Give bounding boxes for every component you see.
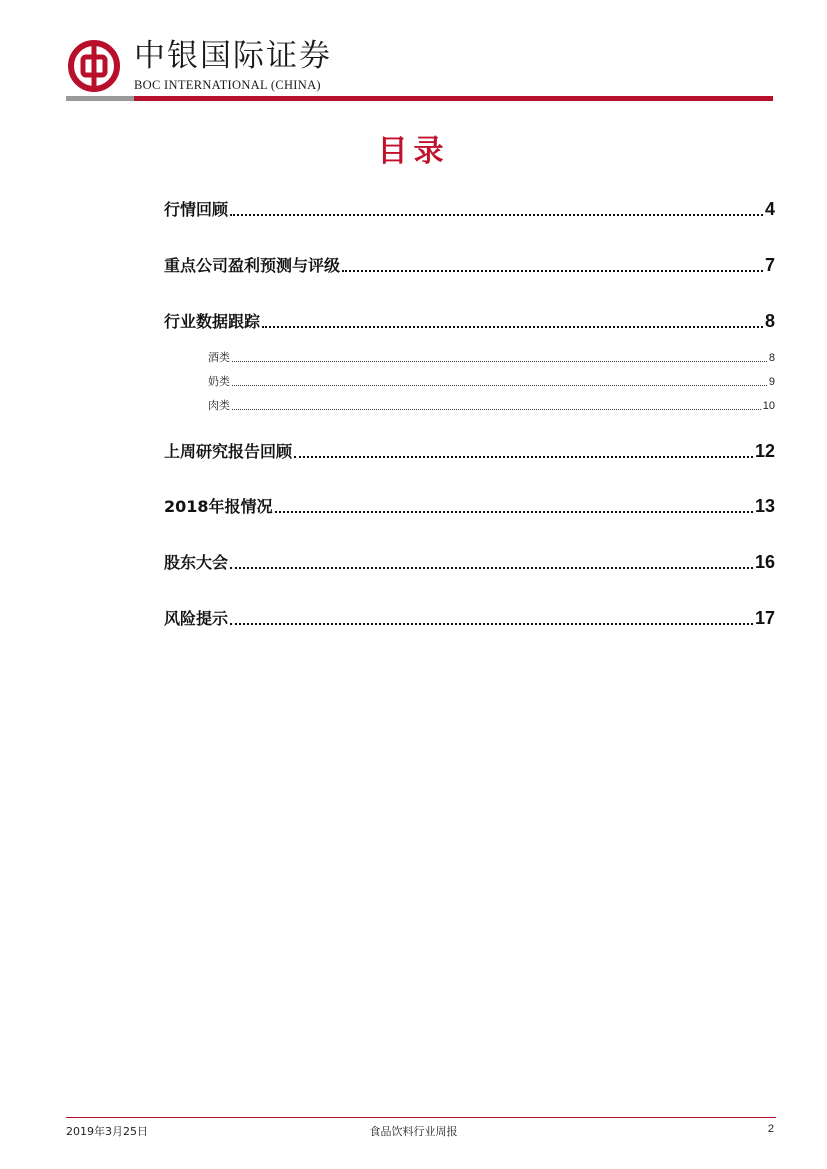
toc-entry-page: 16 (754, 552, 775, 572)
toc-entry-page: 12 (754, 441, 775, 461)
toc-leader-dots (230, 567, 753, 569)
footer-report-title: 食品饮料行业周报 (369, 1125, 458, 1138)
toc-subentry-label: 肉类 (208, 399, 230, 412)
toc-subentry-label: 酒类 (208, 351, 230, 364)
toc-leader-dots (342, 270, 763, 272)
toc-entry-label: 行业数据跟踪 (164, 312, 261, 331)
toc-entry[interactable] (164, 197, 775, 219)
toc-leader-dots (232, 385, 767, 386)
toc-entry[interactable] (164, 253, 775, 275)
toc-subentry-page: 8 (768, 352, 775, 364)
toc-leader-dots (275, 511, 753, 513)
toc-subentry[interactable] (208, 373, 775, 389)
toc-entry-page: 8 (764, 311, 775, 331)
toc-entry[interactable] (164, 494, 775, 516)
toc-entry-page: 4 (764, 199, 775, 219)
toc-leader-dots (232, 409, 761, 410)
toc-leader-dots (230, 623, 753, 625)
footer-date: 2019年3月25日 (66, 1125, 148, 1138)
toc-subentry[interactable] (208, 397, 775, 413)
header-divider-red (134, 96, 773, 101)
footer-page-number: 2 (767, 1123, 774, 1135)
header-divider-gray (66, 96, 134, 101)
footer-divider (66, 1117, 776, 1118)
toc-entry-page: 17 (754, 608, 775, 628)
toc-subentry-page: 9 (768, 376, 775, 388)
toc-entry[interactable] (164, 606, 775, 628)
toc-subentry[interactable] (208, 349, 775, 365)
toc-entry[interactable] (164, 309, 775, 331)
toc-subentry-page: 10 (762, 400, 775, 412)
toc-entry-label: 重点公司盈利预测与评级 (164, 256, 341, 275)
brand-name-cn: 中银国际证券 (134, 38, 332, 74)
toc-entry[interactable] (164, 550, 775, 572)
toc-subentry-label: 奶类 (208, 375, 230, 388)
toc-entry-label: 股东大会 (164, 553, 229, 572)
page-title: 目录 (377, 134, 450, 169)
toc-entry-page: 13 (754, 496, 775, 516)
boc-logo (68, 40, 120, 92)
toc-entry[interactable] (164, 439, 775, 461)
toc-entry-label: 上周研究报告回顾 (164, 442, 293, 461)
toc-leader-dots (230, 214, 763, 216)
toc-leader-dots (232, 361, 767, 362)
toc-entry-label: 2018年报情况 (164, 497, 273, 516)
toc-leader-dots (294, 456, 753, 458)
toc-entry-page: 7 (764, 255, 775, 275)
brand-name-en: BOC INTERNATIONAL (CHINA) (134, 78, 321, 92)
boc-logo-icon (68, 40, 120, 92)
toc-entry-label: 行情回顾 (164, 200, 229, 219)
toc-leader-dots (262, 326, 763, 328)
toc-entry-label: 风险提示 (164, 609, 229, 628)
